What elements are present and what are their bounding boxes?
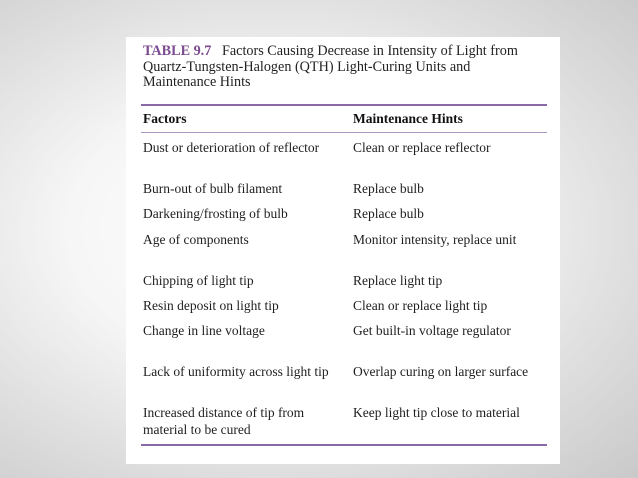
- factor-cell: Burn-out of bulb filament: [143, 181, 283, 196]
- table-card: [126, 37, 560, 464]
- hint-cell: Get built-in voltage regulator: [353, 323, 511, 338]
- factor-cell: Age of components: [143, 232, 249, 247]
- factor-cell: Dust or deterioration of reflector: [143, 140, 320, 155]
- factor-cell: Resin deposit on light tip: [143, 298, 279, 313]
- hint-cell: Clean or replace reflector: [353, 140, 491, 155]
- bottom-rule: [141, 444, 547, 446]
- factor-cell: Chipping of light tip: [143, 273, 254, 288]
- hint-cell: Clean or replace light tip: [353, 298, 488, 313]
- hint-cell: Monitor intensity, replace unit: [353, 232, 517, 247]
- factor-cell: Increased distance of tip from material to be cured: [143, 405, 305, 437]
- table-title: Factors Causing Decrease in Intensity of Light from Quartz-Tungsten-Halogen (QTH) Light-Curing Units and Maintenance Hints: [143, 43, 518, 90]
- header-factors: Factors: [143, 111, 187, 126]
- hint-cell: Keep light tip close to material: [353, 405, 520, 420]
- header-maintenance-hints: Maintenance Hints: [353, 111, 463, 126]
- header-rule: [141, 132, 547, 133]
- hint-cell: Replace light tip: [353, 273, 443, 288]
- hint-cell: Overlap curing on larger surface: [353, 364, 529, 379]
- factor-cell: Lack of uniformity across light tip: [143, 364, 329, 379]
- table-number: TABLE 9.7: [143, 43, 212, 59]
- factor-cell: Change in line voltage: [143, 323, 265, 338]
- table-caption: [143, 44, 543, 91]
- hint-cell: Replace bulb: [353, 206, 424, 221]
- hint-cell: Replace bulb: [353, 181, 424, 196]
- factor-cell: Darkening/frosting of bulb: [143, 206, 288, 221]
- top-rule: [141, 104, 547, 106]
